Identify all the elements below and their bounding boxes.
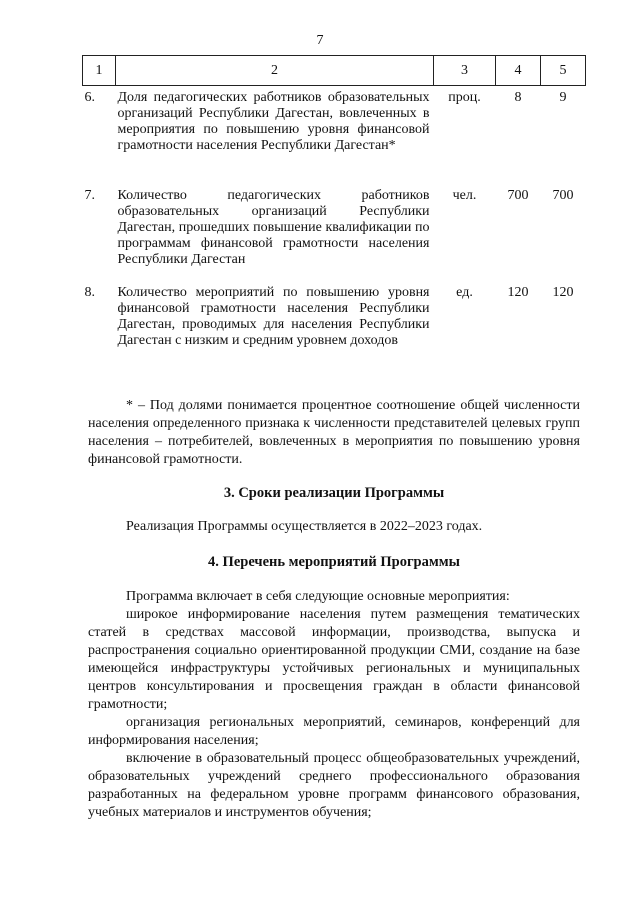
table-row bbox=[83, 184, 586, 281]
row-indicator-text: Количество мероприятий по повышению уровня финансовой грамотности населения Республики Дагестан, проводимых для населения Республики Дагестан с низким и средним уровнем доходов bbox=[117, 285, 430, 348]
row-value-2023: 120 bbox=[552, 285, 574, 300]
table-header-row bbox=[83, 56, 586, 86]
list-item: включение в образовательный процесс общеобразовательных учреждений, образовательных учреждений среднего профессионального образования разработанных на федеральном уровне программ финансового образования, учебных материалов и инструментов обучения; bbox=[88, 751, 580, 820]
row-value-2022: 120 bbox=[507, 285, 529, 300]
header-col-5: 5 bbox=[541, 56, 586, 86]
table-row bbox=[83, 281, 586, 349]
row-number: 7. bbox=[84, 188, 95, 203]
header-col-4: 4 bbox=[496, 56, 541, 86]
row-number: 6. bbox=[84, 90, 95, 105]
row-unit: ед. bbox=[456, 285, 473, 300]
header-col-3: 3 bbox=[434, 56, 496, 86]
row-value-2023: 9 bbox=[559, 90, 567, 105]
list-item: организация региональных мероприятий, семинаров, конференций для информирования населения; bbox=[88, 715, 580, 748]
row-indicator-text: Доля педагогических работников образовательных организаций Республики Дагестан, вовлеченных в мероприятия по повышению уровня финансовой грамотности населения Республики Дагестан* bbox=[117, 90, 430, 153]
row-value-2023: 700 bbox=[552, 188, 574, 203]
row-unit: чел. bbox=[452, 188, 477, 203]
section-4-intro: Программа включает в себя следующие основные мероприятия: bbox=[126, 589, 510, 604]
row-unit: проц. bbox=[448, 90, 481, 105]
header-col-2: 2 bbox=[116, 56, 434, 86]
indicators-table bbox=[82, 55, 586, 349]
section-4-title: 4. Перечень мероприятий Программы bbox=[208, 554, 460, 570]
page-number: 7 bbox=[316, 33, 324, 48]
section-3-title: 3. Сроки реализации Программы bbox=[223, 485, 445, 501]
header-col-1: 1 bbox=[83, 56, 116, 86]
row-indicator-text: Количество педагогических работников образовательных организаций Республики Дагестан, прошедших повышение квалификации по программам финансовой грамотности населения Республики Дагестан bbox=[117, 188, 430, 267]
section-4-body bbox=[88, 588, 580, 822]
list-item: широкое информирование населения путем размещения тематических статей в средствах массовой информации, производства, выпуска и распространения социально ориентированной продукции СМИ, создание на базе имеющейся инфраструктуры устойчивых региональных и муниципальных центров консультирования и просвещения граждан в области финансовой грамотности; bbox=[88, 607, 580, 712]
row-number: 8. bbox=[84, 285, 95, 300]
row-value-2022: 700 bbox=[507, 188, 529, 203]
section-3-text: Реализация Программы осуществляется в 2022–2023 годах. bbox=[126, 519, 483, 534]
row-value-2022: 8 bbox=[514, 90, 522, 105]
table-row bbox=[83, 86, 586, 185]
footnote: * – Под долями понимается процентное соотношение общей численности населения определенного признака к численности представителей целевых групп населения – потребителей, вовлеченных в мероприятия по повышению уровня финансовой грамотности. bbox=[88, 398, 580, 467]
